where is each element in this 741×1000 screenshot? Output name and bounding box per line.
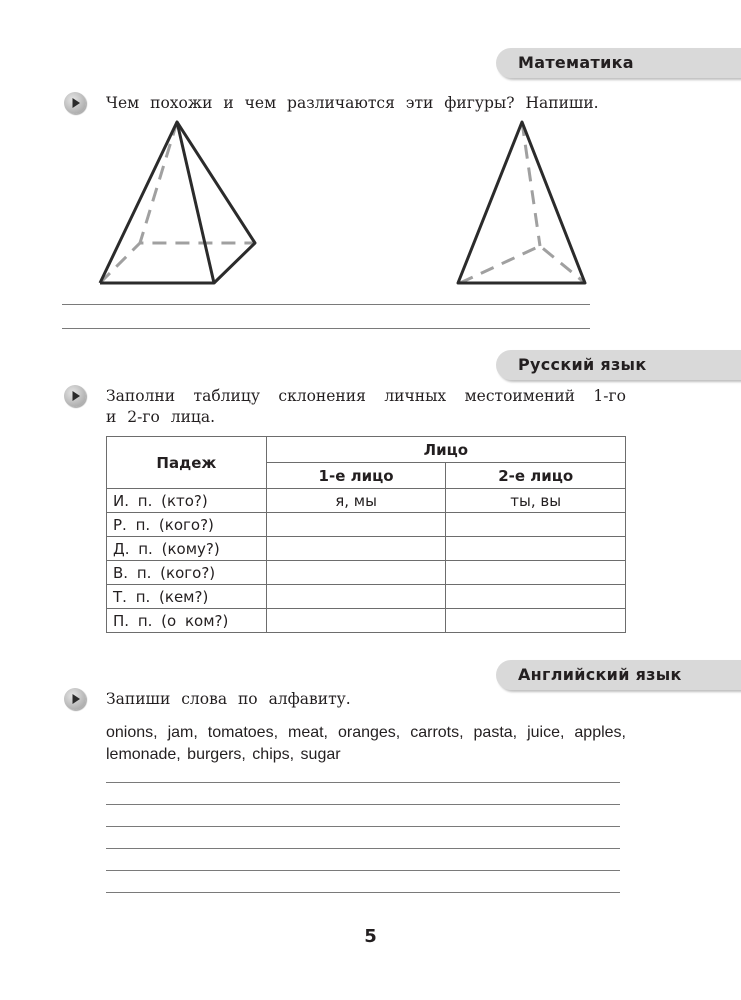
answer-line[interactable] (106, 870, 620, 871)
table-row (107, 609, 626, 633)
table-row (107, 537, 626, 561)
answer-line[interactable] (106, 826, 620, 827)
first-person-cell[interactable] (266, 513, 446, 537)
section-title-russian: Русский язык (518, 355, 647, 374)
second-person-cell[interactable] (446, 609, 626, 633)
answer-line[interactable] (106, 782, 620, 783)
second-person-cell: ты, вы (446, 489, 626, 513)
english-word-list: onions, jam, tomatoes, meat, oranges, carrots, pasta, juice, apples, lemonade, burgers, chips, sugar (106, 724, 626, 763)
case-cell: И. п. (кто?) (107, 489, 267, 513)
russian-task-line-2: и 2-го лица. (106, 408, 216, 426)
table-row (107, 561, 626, 585)
table-header-person: Лицо (266, 437, 625, 463)
table-row (107, 585, 626, 609)
second-person-cell[interactable] (446, 585, 626, 609)
first-person-cell[interactable] (266, 561, 446, 585)
triangular-pyramid (458, 122, 585, 283)
answer-line[interactable] (62, 304, 590, 305)
table-header-first-person: 1-е лицо (266, 463, 446, 489)
table-row (107, 513, 626, 537)
russian-task-line-1: Заполни таблицу склонения личных местоимений 1-го (106, 387, 626, 405)
second-person-cell[interactable] (446, 513, 626, 537)
case-cell: Т. п. (кем?) (107, 585, 267, 609)
table-row (107, 489, 626, 513)
first-person-cell[interactable] (266, 609, 446, 633)
section-title-math: Математика (518, 53, 634, 72)
quadrilateral-pyramid (100, 122, 255, 283)
answer-line[interactable] (62, 328, 590, 329)
section-header-english (496, 660, 741, 690)
case-cell: В. п. (кого?) (107, 561, 267, 585)
case-cell: Р. п. (кого?) (107, 513, 267, 537)
answer-line[interactable] (106, 892, 620, 893)
first-person-cell: я, мы (266, 489, 446, 513)
case-cell: Д. п. (кому?) (107, 537, 267, 561)
english-task-text: Запиши слова по алфавиту. (106, 690, 351, 708)
math-task-text: Чем похожи и чем различаются эти фигуры? Напиши. (106, 94, 599, 112)
play-bullet-icon (64, 385, 86, 407)
case-cell: П. п. (о ком?) (107, 609, 267, 633)
play-bullet-icon (64, 688, 86, 710)
first-person-cell[interactable] (266, 585, 446, 609)
answer-line[interactable] (106, 804, 620, 805)
answer-line[interactable] (106, 848, 620, 849)
second-person-cell[interactable] (446, 537, 626, 561)
section-header-russian (496, 350, 741, 380)
first-person-cell[interactable] (266, 537, 446, 561)
second-person-cell[interactable] (446, 561, 626, 585)
section-header-math (496, 48, 741, 78)
table-header-second-person: 2-е лицо (446, 463, 626, 489)
declension-table (106, 436, 626, 633)
table-header-case: Падеж (107, 437, 267, 489)
section-title-english: Английский язык (518, 665, 682, 684)
page-number: 5 (364, 926, 377, 947)
